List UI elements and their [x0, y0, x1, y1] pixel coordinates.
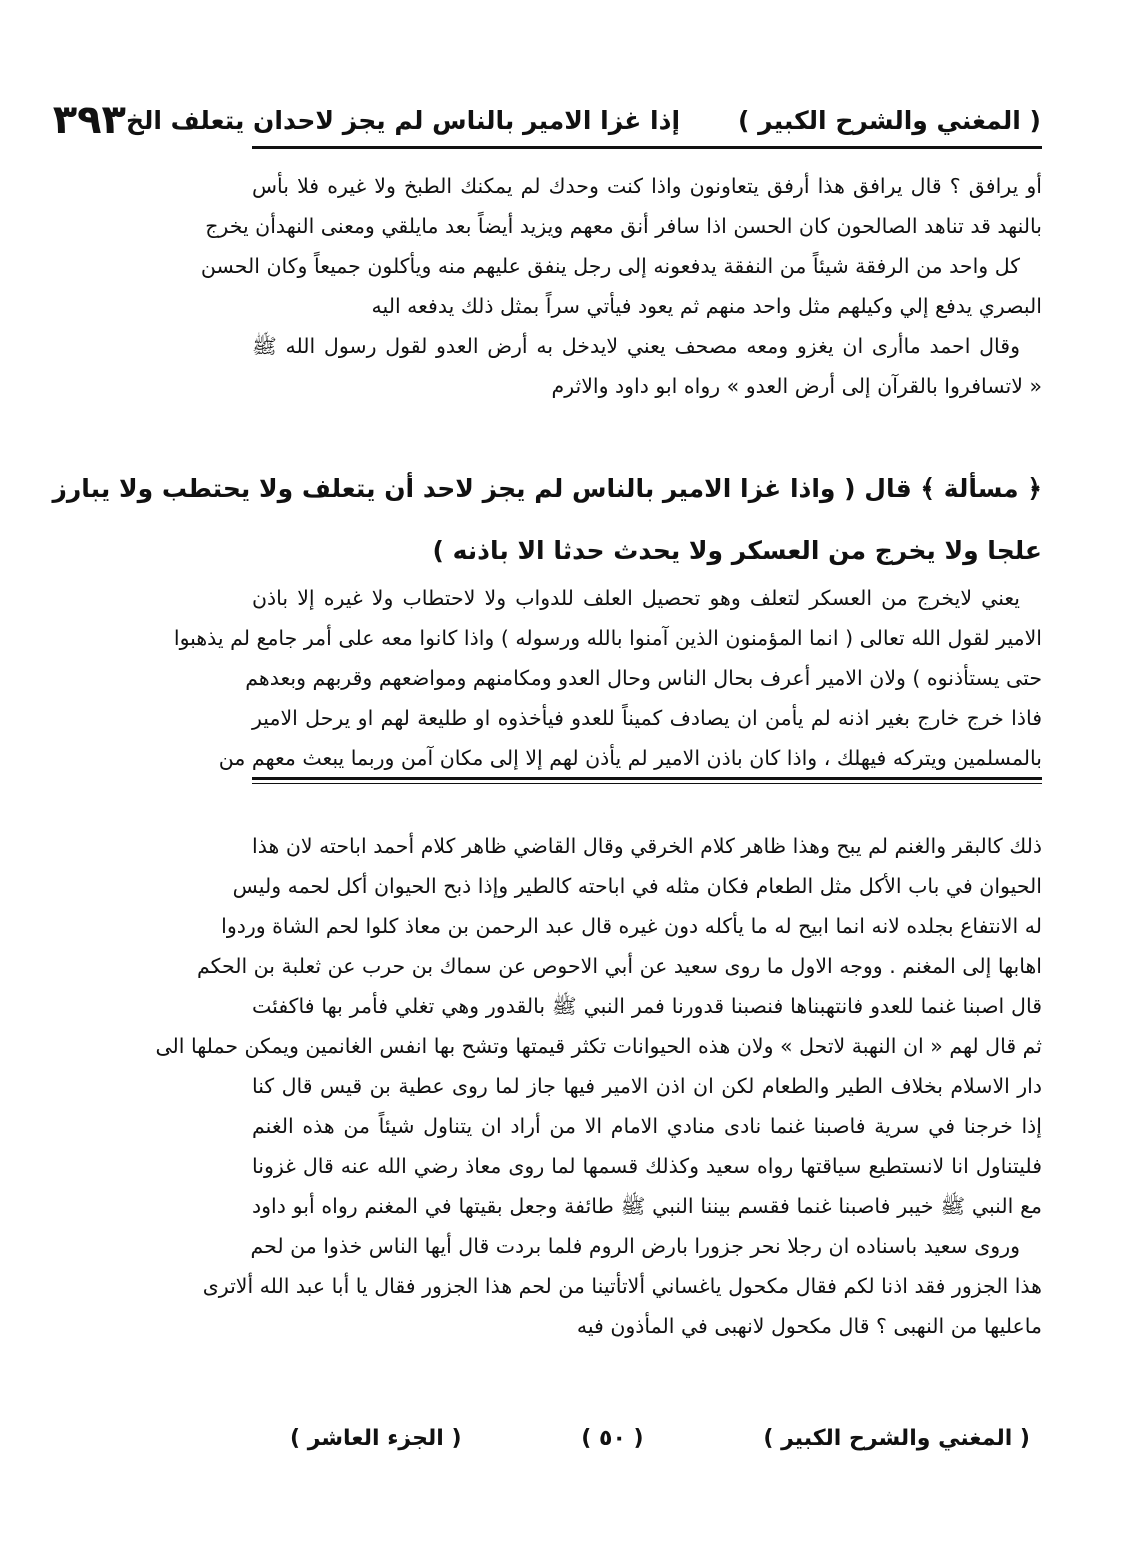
text-line: ماعليها من النهبى ؟ قال مكحول لانهبى في المأذون فيه: [576, 1314, 1042, 1338]
text-line: دار الاسلام بخلاف الطير والطعام لكن ان اذن الامير فيها جاز لما روى عطية بن قيس قال كنا: [252, 1074, 1042, 1098]
text-line: الحيوان في باب الأكل مثل الطعام فكان مثله في اباحته كالطير وإذا ذبح الحيوان أكل لحمه وليس: [232, 874, 1042, 898]
text-line: فليتناول انا لانستطيع سياقتها رواه سعيد وكذلك قسمها لما روى معاذ رضي الله عنه قال غزونا: [252, 1154, 1042, 1178]
footer-volume: ( الجزء العاشر ): [290, 1425, 462, 1451]
masala-line: ﴿ مسألة ﴾ قال ( واذا غزا الامير بالناس لم يجز لاحد أن يتعلف ولا يحتطب ولا يبارز: [52, 474, 1042, 503]
top-paragraph: [200, 166, 1042, 406]
lower-section: [155, 826, 1042, 1346]
text-line: ذلك كالبقر والغنم لم يبح وهذا ظاهر كلام الخرقي وقال القاضي ظاهر كلام أحمد اباحته لان هذا: [252, 834, 1042, 858]
commentary-paragraph: [173, 578, 1042, 778]
page-footer: [290, 1418, 1030, 1458]
text-line: بالنهد قد تناهد الصالحون كان الحسن اذا سافر أنق معهم ويزيد أيضاً بعد مايلقي ومعنى النهدأن يخرج: [205, 214, 1042, 238]
text-line: كل واحد من الرفقة شيئاً من النفقة يدفعونه إلى رجل ينفق عليهم منه ويأكلون جميعاً وكان الحسن: [200, 254, 1020, 278]
header-book-title: ( المغني والشرح الكبير ): [738, 105, 1041, 135]
text-line: فاذا خرج خارج بغير اذنه لم يأمن ان يصادف كميناً للعدو فيأخذوه او طليعة لهم او يرحل الامير: [252, 706, 1042, 730]
running-header: [52, 97, 1045, 143]
text-line: قال اصبنا غنما للعدو فانتهبناها فنصبنا قدورنا فمر النبي ﷺ بالقدور وهي تغلي فأمر بها فاكفئت: [252, 994, 1042, 1018]
text-line: « لاتسافروا بالقرآن إلى أرض العدو » رواه ابو داود والاثرم: [551, 374, 1042, 398]
header-rule: [252, 146, 1042, 149]
text-line: أو يرافق ؟ قال يرافق هذا أرفق يتعاونون واذا كنت وحدك لم يمكنك الطبخ ولا غيره فلا بأس: [252, 174, 1042, 198]
text-line: مع النبي ﷺ خيبر فاصبنا غنما فقسم بيننا النبي ﷺ طائفة وجعل بقيتها في المغنم رواه أبو داود: [252, 1194, 1042, 1218]
text-line: له الانتفاع بجلده لانه انما ابيح له ما يأكله دون غيره قال عبد الرحمن بن معاذ كلوا لحم الشاة وردوا: [221, 914, 1042, 938]
page-number: ٣٩٣: [52, 97, 126, 143]
masala-heading: [52, 458, 1042, 582]
text-line: البصري يدفع إلي وكيلهم مثل واحد منهم ثم يعود فيأتي سراً بمثل ذلك يدفعه اليه: [371, 294, 1042, 318]
text-line: الامير لقول الله تعالى ( انما المؤمنون الذين آمنوا بالله ورسوله ) واذا كانوا معه على أمر جامع لم يذهبوا: [173, 626, 1042, 650]
text-line: وقال احمد ماأرى ان يغزو ومعه مصحف يعني لايدخل به أرض العدو لقول رسول الله ﷺ: [252, 334, 1020, 358]
footer-number: ( ٥٠ ): [581, 1425, 644, 1451]
text-line: اهابها إلى المغنم . ووجه الاول ما روى سعيد عن أبي الاحوص عن سماك بن حرب عن ثعلبة بن الحكم: [197, 954, 1042, 978]
footer-book-title: ( المغني والشرح الكبير ): [763, 1425, 1030, 1451]
text-line: يعني لايخرج من العسكر لتعلف وهو تحصيل العلف للدواب ولا لاحتطاب ولا غيره إلا باذن: [252, 586, 1020, 610]
header-chapter-title: إذا غزا الامير بالناس لم يجز لاحدان يتعلف الخ: [125, 105, 681, 135]
text-line: إذا خرجنا في سرية فاصبنا غنما نادى منادي الامام الا من أراد ان يتناول شيئاً من هذه الغنم: [252, 1114, 1042, 1138]
text-line: ثم قال لهم « ان النهبة لاتحل » ولان هذه الحيوانات تكثر قيمتها وتشح بها انفس الغانمين ويمكن حملها الى: [155, 1034, 1042, 1058]
text-line: هذا الجزور فقد اذنا لكم فقال مكحول ياغساني ألاتأتينا من لحم هذا الجزور فقال يا أبا عبد الله ألاترى: [202, 1274, 1042, 1298]
text-line: بالمسلمين ويتركه فيهلك ، واذا كان باذن الامير لم يأذن لهم إلا إلى مكان آمن وربما يبعث معهم من: [218, 746, 1042, 770]
masala-line: علجا ولا يخرج من العسكر ولا يحدث حدثا الا باذنه ): [432, 536, 1042, 565]
section-separator-thin: [252, 783, 1042, 784]
text-line: حتى يستأذنوه ) ولان الامير أعرف بحال الناس وحال العدو ومكامنهم ومواضعهم وقربهم وبعدهم: [245, 666, 1042, 690]
text-line: وروى سعيد باسناده ان رجلا نحر جزورا بارض الروم فلما بردت قال أيها الناس خذوا من لحم: [250, 1234, 1020, 1258]
section-separator: [252, 777, 1042, 780]
